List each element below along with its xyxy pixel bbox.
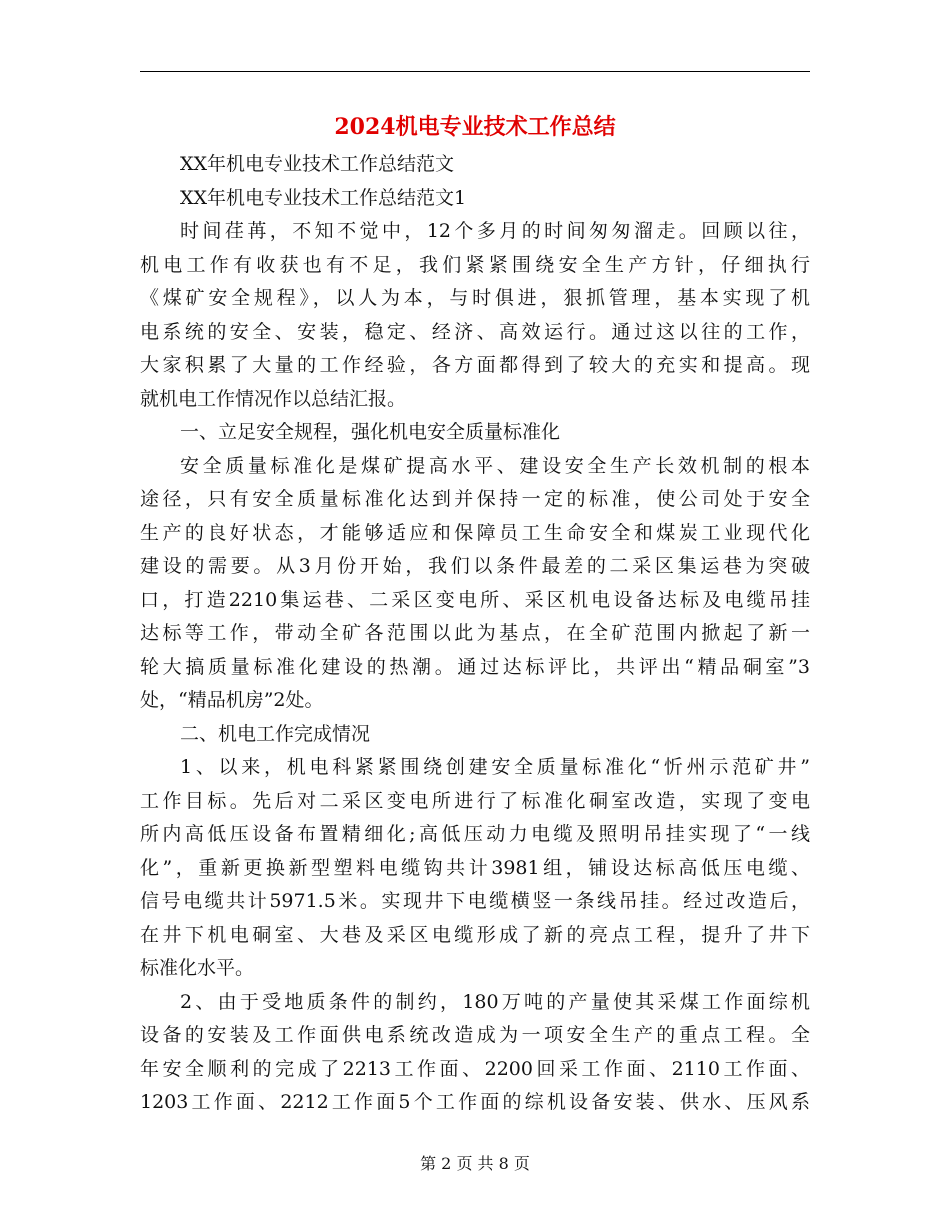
paragraph-line: 轮大搞质量标准化建设的热潮。通过达标评比，共评出“精品硐室”3 (140, 655, 810, 678)
paragraph-line: 1、以来，机电科紧紧围绕创建安全质量标准化“忻州示范矿井” (180, 756, 810, 778)
paragraph-line: 生产的良好状态，才能够适应和保障员工生命安全和煤炭工业现代化 (140, 521, 810, 544)
paragraph-line: 电系统的安全、安装，稳定、经济、高效运行。通过这以往的工作， (140, 320, 810, 343)
paragraph-line: 一、立足安全规程，强化机电安全质量标准化 (180, 421, 561, 443)
document-body (140, 148, 810, 1120)
paragraph-line: 工作目标。先后对二采区变电所进行了标准化硐室改造，实现了变电 (140, 789, 810, 812)
header-rule (140, 71, 810, 72)
paragraph-line: 大家积累了大量的工作经验，各方面都得到了较大的充实和提高。现 (140, 354, 810, 376)
paragraph-line: 就机电工作情况作以总结汇报。 (140, 387, 407, 410)
paragraph-line: 《煤矿安全规程》，以人为本，与时俱进，狠抓管理，基本实现了机 (140, 287, 810, 309)
paragraph-line: 安全质量标准化是煤矿提高水平、建设安全生产长效机制的根本 (180, 454, 810, 477)
paragraph-line: 时间荏苒，不知不觉中，12个多月的时间匆匆溜走。回顾以往， (180, 220, 810, 242)
paragraph-line: 所内高低压设备布置精细化;高低压动力电缆及照明吊挂实现了“一线 (140, 823, 810, 845)
paragraph-line: 二、机电工作完成情况 (180, 722, 371, 745)
paragraph-line: 口，打造2210集运巷、二采区变电所、采区机电设备达标及电缆吊挂 (140, 588, 810, 611)
paragraph-line: XX年机电专业技术工作总结范文1 (180, 186, 467, 209)
paragraph-line: 机电工作有收获也有不足，我们紧紧围绕安全生产方针，仔细执行 (140, 253, 810, 276)
paragraph-line: 标准化水平。 (140, 957, 255, 979)
paragraph-line: 1203工作面、2212工作面5个工作面的综机设备安装、供水、压风系 (140, 1091, 810, 1113)
paragraph-line: 设备的安装及工作面供电系统改造成为一项安全生产的重点工程。全 (140, 1024, 810, 1046)
paragraph-line: 途径，只有安全质量标准化达到并保持一定的标准，使公司处于安全 (140, 488, 810, 510)
document-title: 2024机电专业技术工作总结 (334, 114, 616, 140)
paragraph-line: 2、由于受地质条件的制约，180万吨的产量使其采煤工作面综机 (180, 990, 810, 1013)
paragraph-line: 化”，重新更换新型塑料电缆钩共计3981组，铺设达标高低压电缆、 (140, 856, 810, 879)
page-footer: 第 2 页 共 8 页 (420, 1154, 530, 1173)
paragraph-line: 建设的需要。从3月份开始，我们以条件最差的二采区集运巷为突破 (140, 555, 810, 577)
paragraph-line: 年安全顺利的完成了2213工作面、2200回采工作面、2110工作面、 (140, 1057, 810, 1080)
paragraph-line: 信号电缆共计5971.5米。实现井下电缆横竖一条线吊挂。经过改造后， (140, 890, 810, 912)
paragraph-line: 在井下机电硐室、大巷及采区电缆形成了新的亮点工程，提升了井下 (140, 923, 810, 946)
paragraph-line: XX年机电专业技术工作总结范文 (180, 153, 455, 175)
paragraph-line: 达标等工作，带动全矿各范围以此为基点，在全矿范围内掀起了新一 (140, 622, 810, 644)
paragraph-line: 处，“精品机房”2处。 (140, 689, 324, 711)
